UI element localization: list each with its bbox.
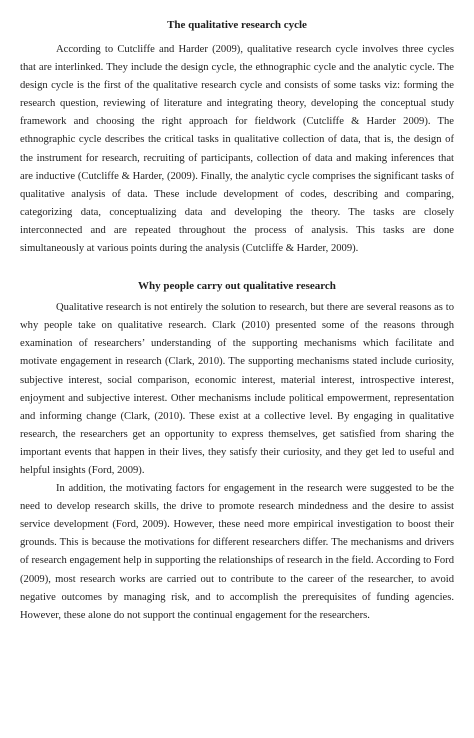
paragraph: According to Cutcliffe and Harder (2009), qualitative research cycle involves three cycles that are interlinked. They include the design cycle, the ethnographic cycle and the analytic cycle. The design cycle is the first of the qualitative research cycle and consists of some tasks viz: forming the research question, reviewing of literature and integrating theory, developing the conceptual study framework and choosing the right approach for fieldwork (Cutcliffe & Harder 2009). The ethnographic cycle describes the critical tasks in qualitative collection of data, that is, the design of the instrument for research, recruiting of participants, collection of data and making inferences that are inductive (Cutcliffe & Harder, (2009). Finally, the analytic cycle comprises the significant tasks of qualitative analysis of data. These include development of codes, describing and comparing, categorizing data, conceptualizing data and developing the theory. The tasks are closely interconnected and are repeated throughout the process of analysis. This tasks are done simultaneously at various points during the analysis (Cutcliffe & Harder, 2009).: [20, 44, 454, 255]
section-qualitative-research-cycle: [20, 16, 454, 258]
paragraph: In addition, the motivating factors for engagement in the research were suggested to be the need to develop research skills, the drive to promote research mindedness and the desire to assist service development (Ford, 2009). However, these need more empirical investigation to boost their grounds. This is because the motivations for different researchers differ. The mechanisms and drivers of research engagement help in supporting the relationships of research in the field. According to Ford (2009), most research works are carried out to contribute to the career of the researcher, to avoid negative outcomes by managing risk, and to accomplish the prerequisites of funding agencies. However, these alone do not support the continual engagement for the researchers.: [20, 483, 454, 621]
section-heading: The qualitative research cycle: [167, 19, 307, 31]
paragraph: Qualitative research is not entirely the solution to research, but there are several reasons as to why people take on qualitative research. Clark (2010) presented some of the reasons through examination of researchers’ understanding of the supporting mechanisms which facilitate and motivate engagement in research (Clark, 2010). The supporting mechanisms stated include curiosity, subjective interest, social comparison, economic interest, material interest, introspective interest, enjoyment and subjective interest. Other mechanisms include political empowerment, representation and informing change (Clark, (2010). These exist at a collective level. By engaging in qualitative research, the researchers get an opportunity to express themselves, get satisfied from sharing the important events that happen in their lives, they satisfy their curiosity, and they get led to useful and helpful insights (Ford, 2009).: [20, 302, 454, 476]
section-why-people-carry-out-qualitative-research: [20, 277, 454, 625]
section-heading: Why people carry out qualitative research: [138, 280, 336, 293]
